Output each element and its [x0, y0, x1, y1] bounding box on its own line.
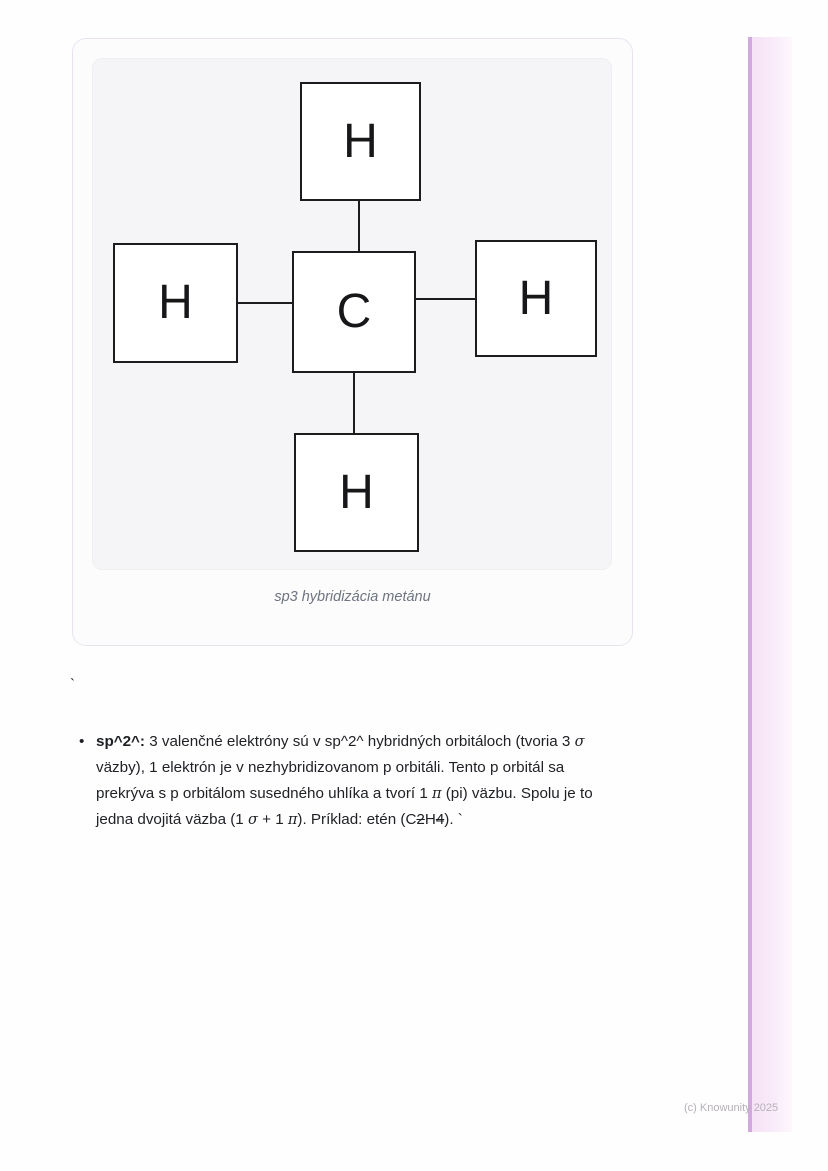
text-segment: π: [287, 812, 298, 828]
bullet-list-item: [79, 729, 593, 833]
bullet-text-line: [96, 781, 593, 807]
bond-line-top: [358, 200, 360, 252]
text-segment: + 1: [257, 811, 288, 828]
atom-box-hydrogen-top: [300, 82, 421, 201]
bullet-text-line: [96, 729, 593, 755]
bond-line-right: [415, 298, 476, 300]
text-segment: σ: [574, 734, 585, 750]
page-accent-bar: [748, 37, 792, 1132]
bond-line-bottom: [353, 372, 355, 434]
atom-box-carbon-center: [292, 251, 416, 373]
atom-box-hydrogen-right: [475, 240, 597, 357]
atom-box-hydrogen-left: [113, 243, 238, 363]
atom-box-hydrogen-bottom: [294, 433, 419, 552]
atom-label: H: [158, 276, 193, 329]
figure-caption: sp3 hybridizácia metánu: [274, 589, 431, 605]
text-segment: ). Príklad: etén (C: [297, 811, 417, 828]
text-segment: σ: [247, 812, 258, 828]
text-segment: `: [457, 811, 463, 828]
text-segment: jedna dvojitá väzba (1: [96, 811, 248, 828]
atom-label: C: [336, 285, 372, 338]
text-segment: 2: [416, 811, 425, 828]
atom-label: H: [343, 114, 378, 168]
text-segment: sp^2^:: [96, 733, 145, 750]
figure-card: [72, 38, 633, 646]
atom-label: H: [518, 271, 554, 325]
atom-label: H: [339, 465, 374, 519]
stray-backtick-text: `: [70, 676, 75, 693]
text-segment: ).: [444, 811, 458, 828]
bullet-text: [96, 729, 593, 833]
text-segment: väzby), 1 elektrón je v nezhybridizovanom p orbitáli. Tento p orbitál sa: [96, 759, 565, 776]
text-segment: H: [424, 811, 436, 828]
bullet-marker: •: [79, 733, 85, 750]
bond-line-left: [237, 302, 293, 304]
text-segment: π: [432, 786, 442, 802]
molecule-diagram: [92, 58, 612, 570]
copyright-watermark: (c) Knowunity 2025: [684, 1102, 779, 1114]
bullet-text-line: [96, 755, 593, 781]
text-segment: 4: [435, 811, 445, 828]
bullet-text-line: [96, 807, 593, 833]
text-segment: 3 valenčné elektróny sú v sp^2^ hybridných orbitáloch (tvoria 3: [144, 733, 575, 750]
text-segment: (pi) väzbu. Spolu je to: [441, 785, 593, 802]
text-segment: prekrýva s p orbitálom susedného uhlíka a tvorí 1: [96, 785, 432, 802]
